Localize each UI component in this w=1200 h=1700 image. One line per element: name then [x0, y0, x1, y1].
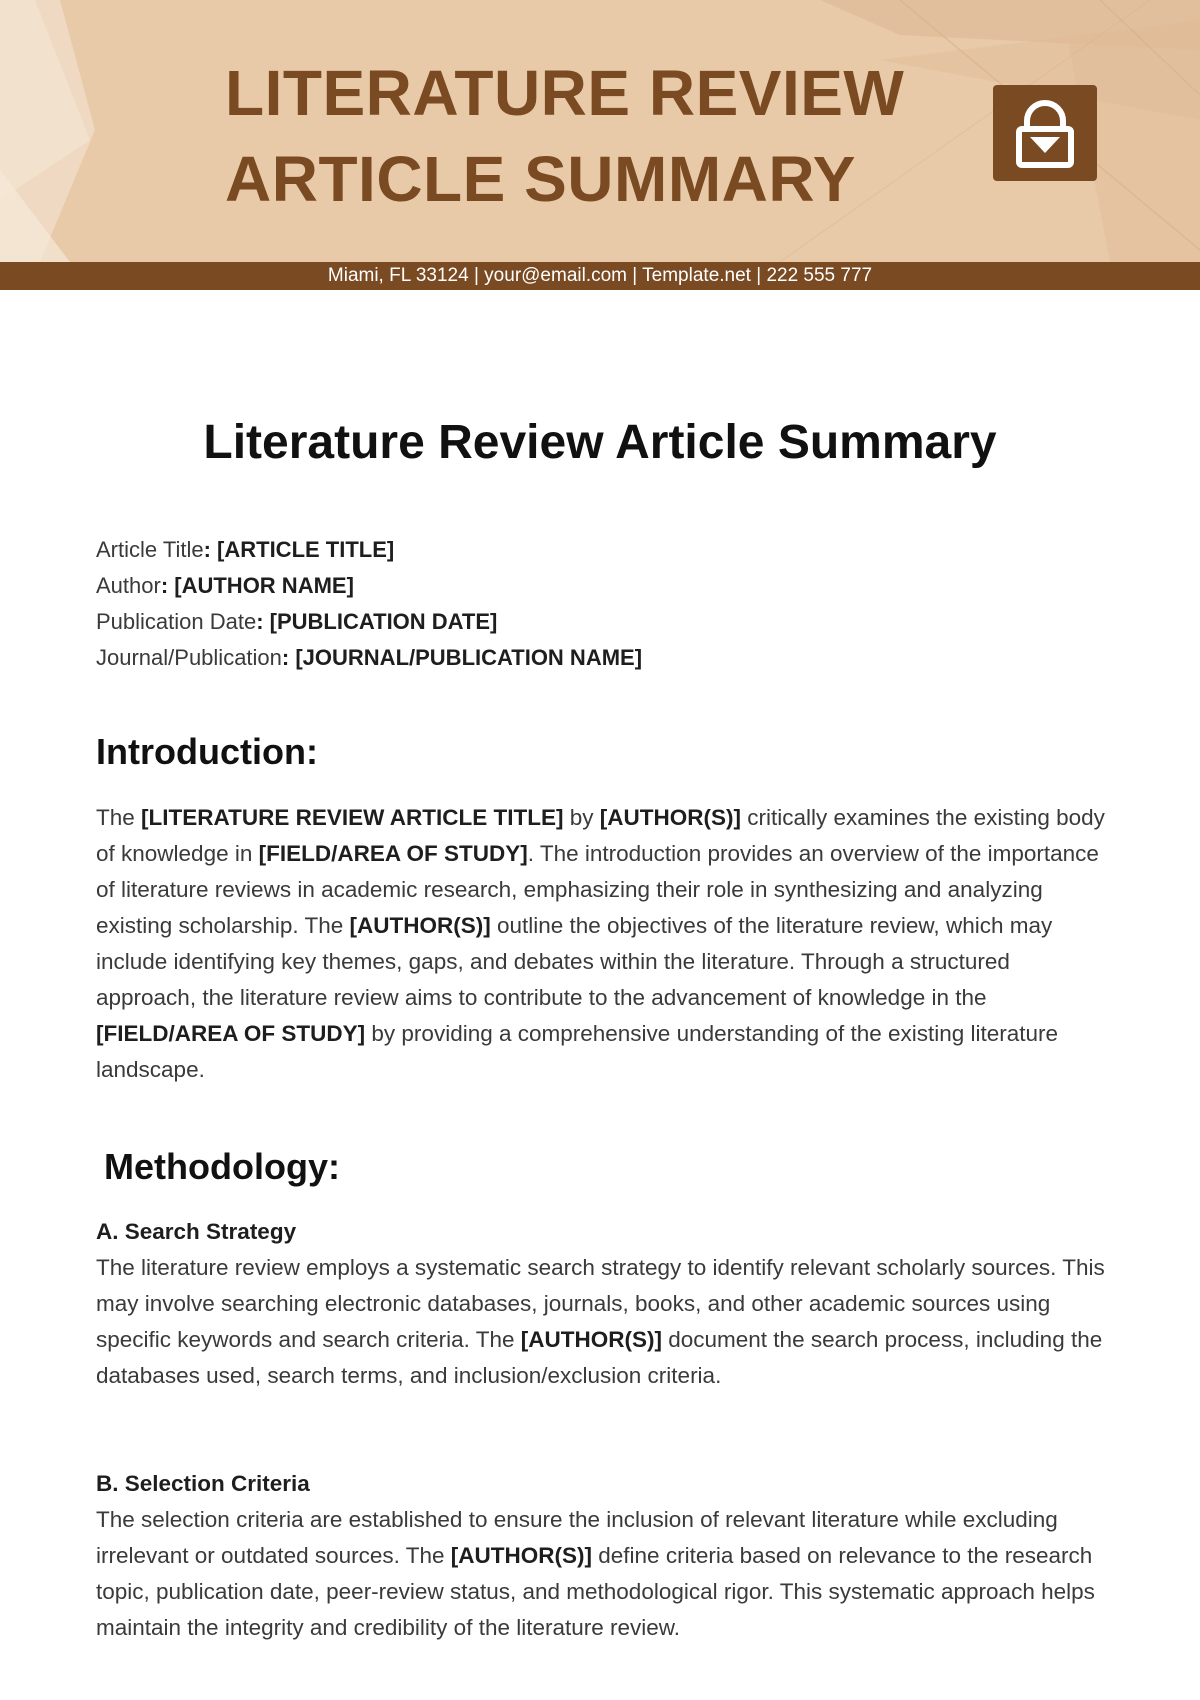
introduction-paragraph: The [LITERATURE REVIEW ARTICLE TITLE] by [AUTHOR(S)] critically examines the existing body of knowledge in [FIELD/AREA OF STUDY]. The introduction provides an overview of the importance of literature reviews in academic research, emphasizing their role in synthesizing and analyzing existing scholarship. The [AUTHOR(S)] outline the objectives of the literature review, which may include identifying key themes, gaps, and debates within the literature. Through a structured approach, the literature review aims to contribute to the advancement of knowledge in the [FIELD/AREA OF STUDY] by providing a comprehensive understanding of the existing literature landscape.	[96, 805, 1105, 1082]
selection-criteria-heading: B. Selection Criteria	[96, 1471, 310, 1496]
meta-author: Author: [AUTHOR NAME]	[96, 573, 354, 598]
lock-download-icon	[993, 85, 1097, 181]
article-meta	[96, 532, 642, 676]
header-title	[225, 50, 904, 222]
contact-info-bar: Miami, FL 33124 | your@email.com | Template.net | 222 555 777	[0, 262, 1200, 290]
meta-journal: Journal/Publication: [JOURNAL/PUBLICATION NAME]	[96, 645, 643, 670]
meta-article-title: Article Title: [ARTICLE TITLE]	[96, 537, 395, 562]
methodology-heading: Methodology:	[104, 1146, 340, 1187]
search-strategy-heading: A. Search Strategy	[96, 1219, 297, 1244]
header-title-line-2: ARTICLE SUMMARY	[225, 143, 856, 215]
header-banner	[0, 0, 1200, 262]
search-strategy-paragraph: The literature review employs a systematic search strategy to identify relevant scholarly sources. This may involve searching electronic databases, journals, books, and other academic sources using specific keywords and search criteria. The [AUTHOR(S)] document the search process, including the databases used, search terms, and inclusion/exclusion criteria.	[96, 1255, 1105, 1388]
header-title-line-1: LITERATURE REVIEW	[225, 57, 905, 129]
meta-publication-date: Publication Date: [PUBLICATION DATE]	[96, 609, 498, 634]
introduction-heading: Introduction:	[96, 731, 318, 772]
document-title: Literature Review Article Summary	[203, 416, 997, 469]
selection-criteria-paragraph: The selection criteria are established to ensure the inclusion of relevant literature while excluding irrelevant or outdated sources. The [AUTHOR(S)] define criteria based on relevance to the research topic, publication date, peer-review status, and methodological rigor. This systematic approach helps maintain the integrity and credibility of the literature review.	[96, 1507, 1095, 1640]
